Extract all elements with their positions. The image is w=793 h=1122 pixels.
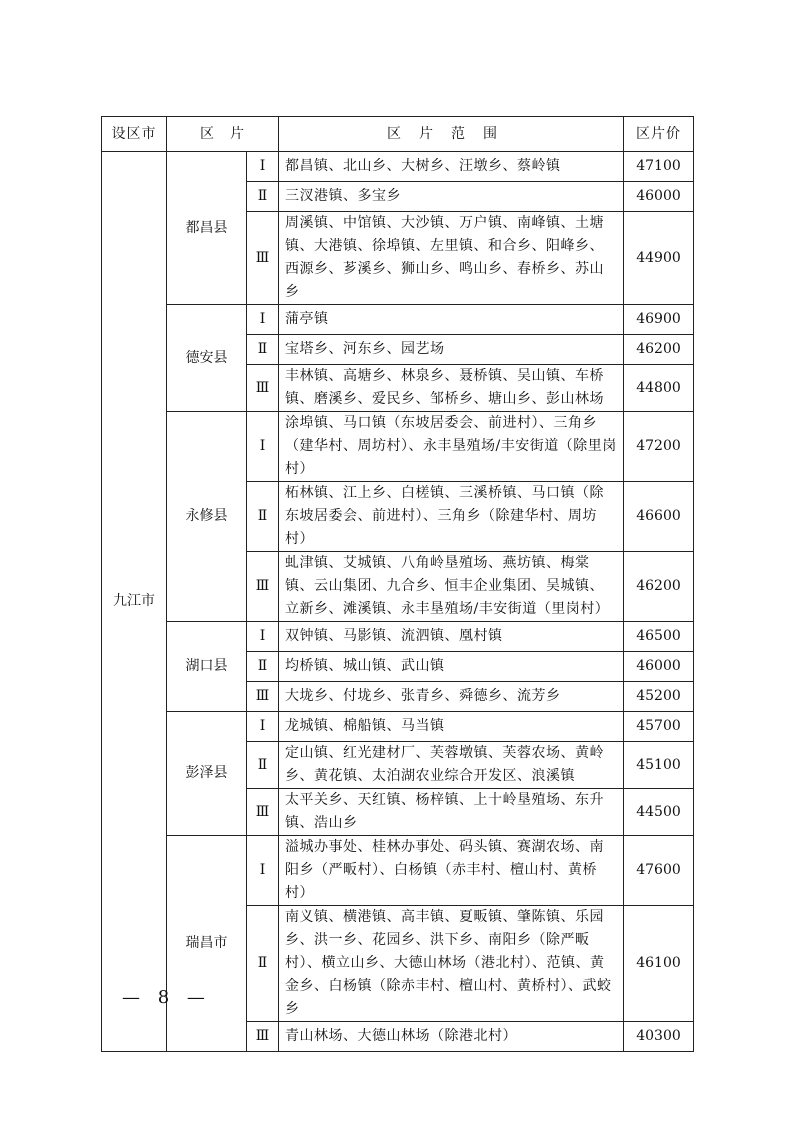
- tier-cell: Ⅰ: [247, 622, 279, 652]
- range-cell: 大垅乡、付垅乡、张青乡、舜德乡、流芳乡: [279, 682, 624, 712]
- header-price: 区片价: [624, 117, 694, 152]
- range-cell: 都昌镇、北山乡、大树乡、汪墩乡、蔡岭镇: [279, 152, 624, 182]
- price-cell: 46200: [624, 552, 694, 622]
- county-cell: 德安县: [167, 305, 247, 412]
- price-cell: 45700: [624, 712, 694, 742]
- price-cell: 46500: [624, 622, 694, 652]
- county-cell: 永修县: [167, 412, 247, 622]
- table-body: [102, 152, 694, 1052]
- range-cell: 双钟镇、马影镇、流泗镇、凰村镇: [279, 622, 624, 652]
- price-cell: 44500: [624, 789, 694, 836]
- price-cell: 46600: [624, 482, 694, 552]
- range-cell: 宝塔乡、河东乡、园艺场: [279, 335, 624, 365]
- page-number: — 8 —: [122, 987, 211, 1008]
- tier-cell: Ⅲ: [247, 789, 279, 836]
- range-cell: 青山林场、大德山林场（除港北村）: [279, 1022, 624, 1052]
- price-cell: 44800: [624, 365, 694, 412]
- table-row: [102, 712, 694, 742]
- range-cell: 丰林镇、高塘乡、林泉乡、聂桥镇、吴山镇、车桥镇、磨溪乡、爱民乡、邹桥乡、塘山乡、彭山林场: [279, 365, 624, 412]
- range-cell: 龙城镇、棉船镇、马当镇: [279, 712, 624, 742]
- tier-cell: Ⅱ: [247, 182, 279, 212]
- tier-cell: Ⅰ: [247, 712, 279, 742]
- range-cell: 定山镇、红光建材厂、芙蓉墩镇、芙蓉农场、黄岭乡、黄花镇、太泊湖农业综合开发区、浪溪镇: [279, 742, 624, 789]
- price-cell: 47600: [624, 836, 694, 906]
- price-cell: 46200: [624, 335, 694, 365]
- header-range: 区片范围: [279, 117, 624, 152]
- tier-cell: Ⅲ: [247, 1022, 279, 1052]
- tier-cell: Ⅰ: [247, 152, 279, 182]
- price-cell: 46000: [624, 182, 694, 212]
- price-cell: 47100: [624, 152, 694, 182]
- tier-cell: Ⅲ: [247, 682, 279, 712]
- city-cell: 九江市: [102, 152, 167, 1052]
- tier-cell: Ⅰ: [247, 305, 279, 335]
- range-cell: 南义镇、横港镇、高丰镇、夏畈镇、肇陈镇、乐园乡、洪一乡、花园乡、洪下乡、南阳乡（除严畈村）、横立山乡、大德山林场（港北村）、范镇、黄金乡、白杨镇（除赤丰村、檀山村、黄桥村）、武蛟乡: [279, 906, 624, 1022]
- tier-cell: Ⅱ: [247, 652, 279, 682]
- header-city: 设区市: [102, 117, 167, 152]
- range-cell: 虬津镇、艾城镇、八角岭垦殖场、燕坊镇、梅棠镇、云山集团、九合乡、恒丰企业集团、吴城镇、立新乡、滩溪镇、永丰垦殖场/丰安街道（里岗村）: [279, 552, 624, 622]
- price-cell: 46900: [624, 305, 694, 335]
- tier-cell: Ⅲ: [247, 365, 279, 412]
- tier-cell: Ⅱ: [247, 742, 279, 789]
- county-cell: 彭泽县: [167, 712, 247, 836]
- table-row: [102, 836, 694, 906]
- tier-cell: Ⅱ: [247, 335, 279, 365]
- range-cell: 涂埠镇、马口镇（东坡居委会、前进村）、三角乡（建华村、周坊村）、永丰垦殖场/丰安街道（除里岗村）: [279, 412, 624, 482]
- range-cell: 三汊港镇、多宝乡: [279, 182, 624, 212]
- tier-cell: Ⅱ: [247, 906, 279, 1022]
- price-cell: 44900: [624, 212, 694, 305]
- table-row: [102, 305, 694, 335]
- header-row: [102, 117, 694, 152]
- price-cell: 45100: [624, 742, 694, 789]
- tier-cell: Ⅲ: [247, 212, 279, 305]
- range-cell: 周溪镇、中馆镇、大沙镇、万户镇、南峰镇、土塘镇、大港镇、徐埠镇、左里镇、和合乡、阳峰乡、西源乡、芗溪乡、狮山乡、鸣山乡、春桥乡、苏山乡: [279, 212, 624, 305]
- county-cell: 湖口县: [167, 622, 247, 712]
- range-cell: 太平关乡、天红镇、杨梓镇、上十岭垦殖场、东升镇、浩山乡: [279, 789, 624, 836]
- price-cell: 46100: [624, 906, 694, 1022]
- price-cell: 47200: [624, 412, 694, 482]
- table-row: [102, 622, 694, 652]
- range-cell: 溢城办事处、桂林办事处、码头镇、赛湖农场、南阳乡（严畈村）、白杨镇（赤丰村、檀山村、黄桥村）: [279, 836, 624, 906]
- table-row: [102, 412, 694, 482]
- table-row: [102, 152, 694, 182]
- county-cell: 瑞昌市: [167, 836, 247, 1052]
- tier-cell: Ⅰ: [247, 836, 279, 906]
- range-cell: 均桥镇、城山镇、武山镇: [279, 652, 624, 682]
- range-cell: 蒲亭镇: [279, 305, 624, 335]
- land-price-table: [101, 116, 694, 1052]
- price-cell: 46000: [624, 652, 694, 682]
- range-cell: 柘林镇、江上乡、白槎镇、三溪桥镇、马口镇（除东坡居委会、前进村）、三角乡（除建华村、周坊村）: [279, 482, 624, 552]
- header-county: 区 片: [167, 117, 279, 152]
- county-cell: 都昌县: [167, 152, 247, 305]
- tier-cell: Ⅲ: [247, 552, 279, 622]
- tier-cell: Ⅱ: [247, 482, 279, 552]
- price-cell: 45200: [624, 682, 694, 712]
- tier-cell: Ⅰ: [247, 412, 279, 482]
- price-cell: 40300: [624, 1022, 694, 1052]
